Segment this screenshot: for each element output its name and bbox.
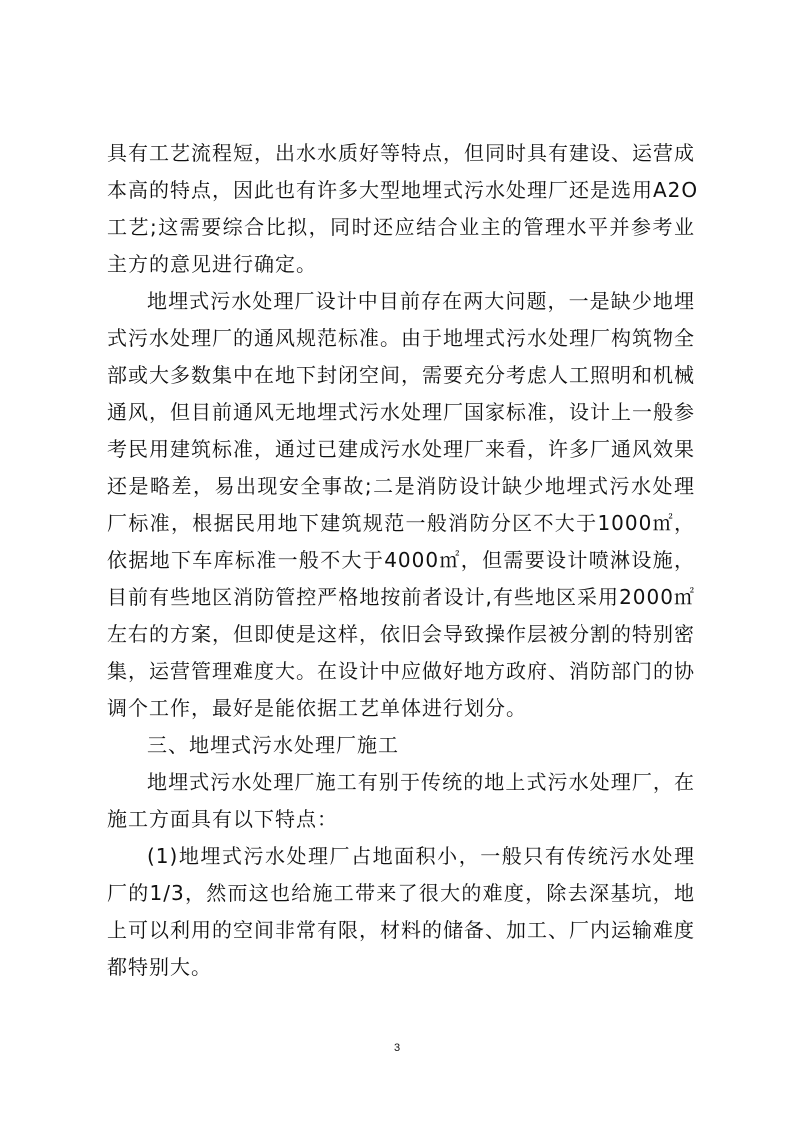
text-line: 目前有些地区消防管控严格地按前者设计,有些地区采用2000㎡: [107, 585, 695, 609]
text-line: 工艺;这需要综合比拟，同时还应结合业主的管理水平并参考业: [107, 215, 695, 239]
text-line: 厂标准，根据民用地下建筑规范一般消防分区不大于1000㎡，: [107, 511, 695, 535]
text-line: 还是略差，易出现安全事故;二是消防设计缺少地埋式污水处理: [107, 474, 695, 498]
text-line: 通风，但目前通风无地埋式污水处理厂国家标准，设计上一般参: [107, 400, 695, 424]
text-line: 考民用建筑标准，通过已建成污水处理厂来看，许多厂通风效果: [107, 437, 695, 461]
section-heading: [107, 727, 695, 764]
text-line: 调个工作，最好是能依据工艺单体进行划分。: [107, 696, 527, 720]
section-heading-text: 三、地埋式污水处理厂施工: [147, 733, 399, 757]
text-line: 部或大多数集中在地下封闭空间，需要充分考虑人工照明和机械: [107, 363, 695, 387]
text-line: 地埋式污水处理厂施工有别于传统的地上式污水处理厂，在: [147, 770, 695, 794]
text-line: 式污水处理厂的通风规范标准。由于地埋式污水处理厂构筑物全: [107, 326, 695, 350]
text-line: 地埋式污水处理厂设计中目前存在两大问题，一是缺少地埋: [147, 289, 695, 313]
paragraph: [107, 764, 695, 838]
text-line: 依据地下车库标准一般不大于4000㎡，但需要设计喷淋设施，: [107, 548, 695, 572]
text-line: 主方的意见进行确定。: [107, 252, 317, 276]
text-line: 集，运营管理难度大。在设计中应做好地方政府、消防部门的协: [107, 659, 695, 683]
paragraph: [107, 135, 699, 283]
text-line: 本高的特点，因此也有许多大型地埋式污水处理厂还是选用A2O: [107, 178, 699, 202]
text-line: 施工方面具有以下特点：: [107, 807, 338, 831]
text-line: 左右的方案，但即使是这样，依旧会导致操作层被分割的特别密: [107, 622, 695, 646]
paragraph: [107, 838, 695, 986]
text-line: 都特别大。: [107, 955, 212, 979]
page-number: 3: [393, 1042, 401, 1054]
document-body: [107, 135, 699, 986]
text-line: (1)地埋式污水处理厂占地面积小，一般只有传统污水处理: [147, 844, 695, 868]
text-line: 具有工艺流程短，出水水质好等特点，但同时具有建设、运营成: [107, 141, 695, 165]
paragraph: [107, 283, 695, 727]
text-line: 上可以利用的空间非常有限，材料的储备、加工、厂内运输难度: [107, 918, 695, 942]
text-line: 厂的1/3，然而这也给施工带来了很大的难度，除去深基坑，地: [107, 881, 695, 905]
